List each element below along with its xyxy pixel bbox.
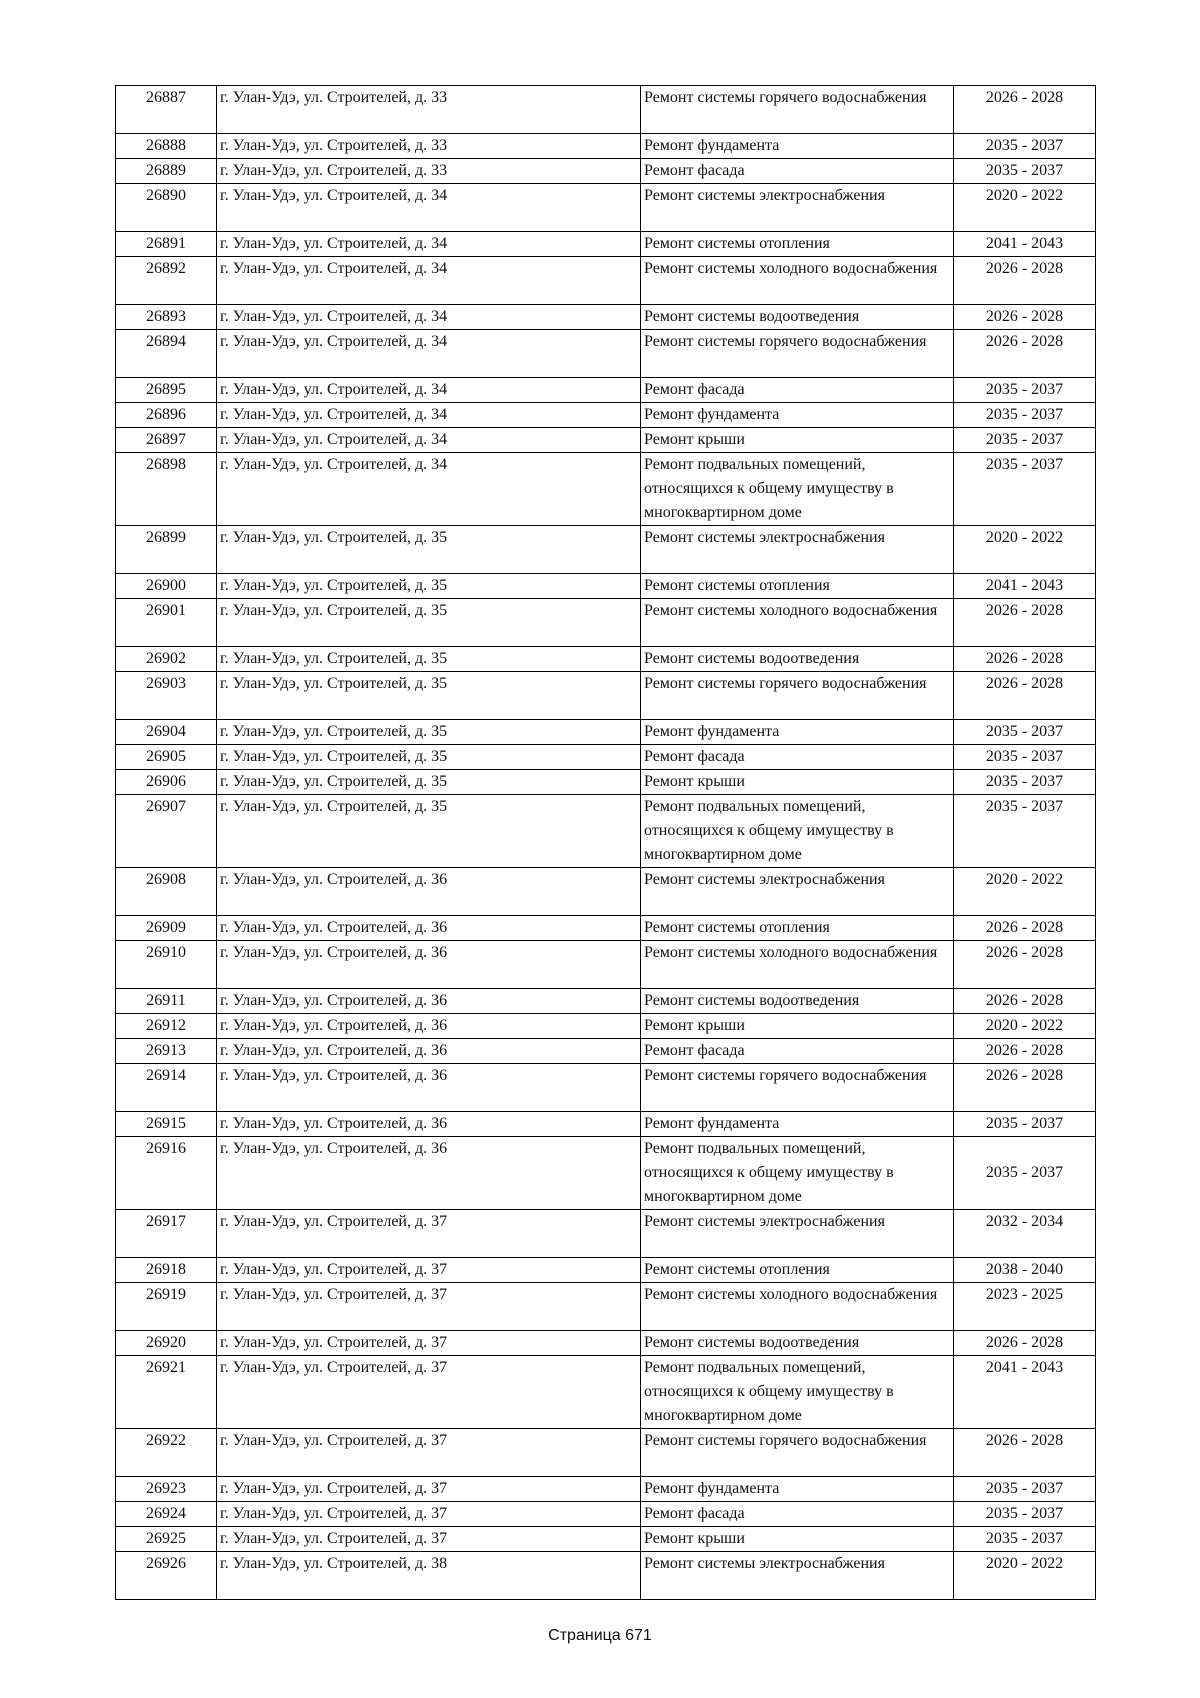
- work-type-cell: Ремонт фасада: [641, 1502, 954, 1527]
- period-cell: 2026 - 2028: [954, 989, 1096, 1014]
- row-number: 26924: [116, 1502, 217, 1527]
- address-cell: г. Улан-Удэ, ул. Строителей, д. 37: [217, 1283, 641, 1331]
- table-row: [116, 574, 1096, 599]
- table-row: [116, 1429, 1096, 1477]
- row-number: 26895: [116, 378, 217, 403]
- address-cell: г. Улан-Удэ, ул. Строителей, д. 35: [217, 599, 641, 647]
- period-cell: 2041 - 2043: [954, 574, 1096, 599]
- period-cell: 2035 - 2037: [954, 428, 1096, 453]
- address-cell: г. Улан-Удэ, ул. Строителей, д. 35: [217, 526, 641, 574]
- row-number: 26891: [116, 232, 217, 257]
- work-type-cell: Ремонт системы отопления: [641, 232, 954, 257]
- work-type-cell: Ремонт системы водоотведения: [641, 1331, 954, 1356]
- period-cell: 2035 - 2037: [954, 403, 1096, 428]
- row-number: 26925: [116, 1527, 217, 1552]
- period-cell: 2035 - 2037: [954, 770, 1096, 795]
- work-type-cell: Ремонт подвальных помещений, относящихся к общему имуществу в многоквартирном доме: [641, 1137, 954, 1210]
- table-row: [116, 453, 1096, 526]
- table-row: [116, 916, 1096, 941]
- period-cell: 2020 - 2022: [954, 868, 1096, 916]
- address-cell: г. Улан-Удэ, ул. Строителей, д. 36: [217, 1064, 641, 1112]
- address-cell: г. Улан-Удэ, ул. Строителей, д. 37: [217, 1502, 641, 1527]
- address-cell: г. Улан-Удэ, ул. Строителей, д. 37: [217, 1356, 641, 1429]
- table-row: [116, 795, 1096, 868]
- period-cell: 2020 - 2022: [954, 1014, 1096, 1039]
- row-number: 26917: [116, 1210, 217, 1258]
- page-number: Страница 671: [548, 1627, 652, 1644]
- period-cell: 2026 - 2028: [954, 672, 1096, 720]
- address-cell: г. Улан-Удэ, ул. Строителей, д. 37: [217, 1477, 641, 1502]
- table-row: [116, 1502, 1096, 1527]
- period-cell: 2035 - 2037: [954, 453, 1096, 526]
- table-row: [116, 1014, 1096, 1039]
- work-type-cell: Ремонт системы горячего водоснабжения: [641, 330, 954, 378]
- address-cell: г. Улан-Удэ, ул. Строителей, д. 37: [217, 1210, 641, 1258]
- row-number: 26911: [116, 989, 217, 1014]
- row-number: 26896: [116, 403, 217, 428]
- period-cell: 2023 - 2025: [954, 1283, 1096, 1331]
- table-row: [116, 1356, 1096, 1429]
- table-row: [116, 159, 1096, 184]
- row-number: 26900: [116, 574, 217, 599]
- work-type-cell: Ремонт системы холодного водоснабжения: [641, 941, 954, 989]
- work-type-cell: Ремонт подвальных помещений, относящихся к общему имуществу в многоквартирном доме: [641, 453, 954, 526]
- row-number: 26912: [116, 1014, 217, 1039]
- table-row: [116, 330, 1096, 378]
- address-cell: г. Улан-Удэ, ул. Строителей, д. 35: [217, 745, 641, 770]
- row-number: 26913: [116, 1039, 217, 1064]
- work-type-cell: Ремонт системы отопления: [641, 1258, 954, 1283]
- table-row: [116, 672, 1096, 720]
- row-number: 26904: [116, 720, 217, 745]
- table-row: [116, 1552, 1096, 1600]
- address-cell: г. Улан-Удэ, ул. Строителей, д. 35: [217, 795, 641, 868]
- address-cell: г. Улан-Удэ, ул. Строителей, д. 36: [217, 989, 641, 1014]
- table-row: [116, 378, 1096, 403]
- row-number: 26902: [116, 647, 217, 672]
- work-type-cell: Ремонт системы холодного водоснабжения: [641, 257, 954, 305]
- work-type-cell: Ремонт крыши: [641, 770, 954, 795]
- row-number: 26920: [116, 1331, 217, 1356]
- address-cell: г. Улан-Удэ, ул. Строителей, д. 37: [217, 1429, 641, 1477]
- period-cell: 2026 - 2028: [954, 599, 1096, 647]
- address-cell: г. Улан-Удэ, ул. Строителей, д. 34: [217, 184, 641, 232]
- period-cell: 2032 - 2034: [954, 1210, 1096, 1258]
- row-number: 26888: [116, 134, 217, 159]
- table-row: [116, 1064, 1096, 1112]
- work-type-cell: Ремонт системы холодного водоснабжения: [641, 1283, 954, 1331]
- table-row: [116, 428, 1096, 453]
- work-type-cell: Ремонт фундамента: [641, 1477, 954, 1502]
- address-cell: г. Улан-Удэ, ул. Строителей, д. 36: [217, 941, 641, 989]
- row-number: 26915: [116, 1112, 217, 1137]
- address-cell: г. Улан-Удэ, ул. Строителей, д. 36: [217, 1014, 641, 1039]
- period-cell: 2035 - 2037: [954, 720, 1096, 745]
- table-row: [116, 745, 1096, 770]
- row-number: 26908: [116, 868, 217, 916]
- row-number: 26921: [116, 1356, 217, 1429]
- address-cell: г. Улан-Удэ, ул. Строителей, д. 37: [217, 1527, 641, 1552]
- table-row: [116, 868, 1096, 916]
- period-cell: 2035 - 2037: [954, 134, 1096, 159]
- address-cell: г. Улан-Удэ, ул. Строителей, д. 36: [217, 1137, 641, 1210]
- row-number: 26919: [116, 1283, 217, 1331]
- work-type-cell: Ремонт фасада: [641, 745, 954, 770]
- period-cell: 2035 - 2037: [954, 159, 1096, 184]
- address-cell: г. Улан-Удэ, ул. Строителей, д. 36: [217, 868, 641, 916]
- address-cell: г. Улан-Удэ, ул. Строителей, д. 35: [217, 672, 641, 720]
- period-cell: 2026 - 2028: [954, 257, 1096, 305]
- row-number: 26916: [116, 1137, 217, 1210]
- period-cell: 2035 - 2037: [954, 1502, 1096, 1527]
- row-number: 26923: [116, 1477, 217, 1502]
- work-type-cell: Ремонт фундамента: [641, 720, 954, 745]
- address-cell: г. Улан-Удэ, ул. Строителей, д. 33: [217, 134, 641, 159]
- period-cell: 2026 - 2028: [954, 1039, 1096, 1064]
- row-number: 26905: [116, 745, 217, 770]
- row-number: 26914: [116, 1064, 217, 1112]
- work-type-cell: Ремонт крыши: [641, 1014, 954, 1039]
- row-number: 26887: [116, 86, 217, 134]
- table-row: [116, 134, 1096, 159]
- work-type-cell: Ремонт системы электроснабжения: [641, 1210, 954, 1258]
- row-number: 26909: [116, 916, 217, 941]
- row-number: 26926: [116, 1552, 217, 1600]
- work-type-cell: Ремонт подвальных помещений, относящихся к общему имуществу в многоквартирном доме: [641, 795, 954, 868]
- table-row: [116, 941, 1096, 989]
- period-cell: 2026 - 2028: [954, 1331, 1096, 1356]
- address-cell: г. Улан-Удэ, ул. Строителей, д. 33: [217, 86, 641, 134]
- period-cell: 2026 - 2028: [954, 330, 1096, 378]
- period-cell: 2020 - 2022: [954, 184, 1096, 232]
- work-type-cell: Ремонт системы электроснабжения: [641, 1552, 954, 1600]
- address-cell: г. Улан-Удэ, ул. Строителей, д. 34: [217, 378, 641, 403]
- address-cell: г. Улан-Удэ, ул. Строителей, д. 35: [217, 720, 641, 745]
- address-cell: г. Улан-Удэ, ул. Строителей, д. 34: [217, 453, 641, 526]
- table-row: [116, 403, 1096, 428]
- row-number: 26889: [116, 159, 217, 184]
- table-row: [116, 989, 1096, 1014]
- table-row: [116, 599, 1096, 647]
- period-cell: 2041 - 2043: [954, 232, 1096, 257]
- work-type-cell: Ремонт системы горячего водоснабжения: [641, 672, 954, 720]
- row-number: 26901: [116, 599, 217, 647]
- work-type-cell: Ремонт фундамента: [641, 1112, 954, 1137]
- period-cell: 2035 - 2037: [954, 795, 1096, 868]
- table-row: [116, 184, 1096, 232]
- row-number: 26892: [116, 257, 217, 305]
- work-type-cell: Ремонт системы водоотведения: [641, 989, 954, 1014]
- row-number: 26922: [116, 1429, 217, 1477]
- period-cell: 2026 - 2028: [954, 1429, 1096, 1477]
- period-cell: 2035 - 2037: [954, 378, 1096, 403]
- table-row: [116, 1137, 1096, 1210]
- row-number: 26894: [116, 330, 217, 378]
- work-type-cell: Ремонт системы водоотведения: [641, 305, 954, 330]
- period-cell: 2038 - 2040: [954, 1258, 1096, 1283]
- work-type-cell: Ремонт системы отопления: [641, 916, 954, 941]
- table-row: [116, 232, 1096, 257]
- address-cell: г. Улан-Удэ, ул. Строителей, д. 35: [217, 647, 641, 672]
- table-row: [116, 1527, 1096, 1552]
- work-type-cell: Ремонт фундамента: [641, 403, 954, 428]
- address-cell: г. Улан-Удэ, ул. Строителей, д. 34: [217, 232, 641, 257]
- period-cell: 2020 - 2022: [954, 1552, 1096, 1600]
- table-row: [116, 647, 1096, 672]
- address-cell: г. Улан-Удэ, ул. Строителей, д. 35: [217, 770, 641, 795]
- address-cell: г. Улан-Удэ, ул. Строителей, д. 37: [217, 1258, 641, 1283]
- address-cell: г. Улан-Удэ, ул. Строителей, д. 36: [217, 916, 641, 941]
- table-row: [116, 526, 1096, 574]
- period-cell: 2035 - 2037: [954, 1527, 1096, 1552]
- row-number: 26903: [116, 672, 217, 720]
- address-cell: г. Улан-Удэ, ул. Строителей, д. 36: [217, 1039, 641, 1064]
- work-type-cell: Ремонт системы электроснабжения: [641, 184, 954, 232]
- work-type-cell: Ремонт системы электроснабжения: [641, 868, 954, 916]
- work-type-cell: Ремонт фундамента: [641, 134, 954, 159]
- work-type-cell: Ремонт подвальных помещений, относящихся к общему имуществу в многоквартирном доме: [641, 1356, 954, 1429]
- table-row: [116, 720, 1096, 745]
- address-cell: г. Улан-Удэ, ул. Строителей, д. 33: [217, 159, 641, 184]
- address-cell: г. Улан-Удэ, ул. Строителей, д. 37: [217, 1331, 641, 1356]
- table-row: [116, 1039, 1096, 1064]
- period-cell: 2035 - 2037: [954, 1137, 1096, 1210]
- row-number: 26906: [116, 770, 217, 795]
- row-number: 26899: [116, 526, 217, 574]
- address-cell: г. Улан-Удэ, ул. Строителей, д. 34: [217, 428, 641, 453]
- work-type-cell: Ремонт фасада: [641, 159, 954, 184]
- work-type-cell: Ремонт системы отопления: [641, 574, 954, 599]
- row-number: 26897: [116, 428, 217, 453]
- work-type-cell: Ремонт крыши: [641, 428, 954, 453]
- table-row: [116, 1112, 1096, 1137]
- row-number: 26898: [116, 453, 217, 526]
- period-cell: 2026 - 2028: [954, 305, 1096, 330]
- table-body: [116, 86, 1096, 1600]
- address-cell: г. Улан-Удэ, ул. Строителей, д. 34: [217, 403, 641, 428]
- row-number: 26907: [116, 795, 217, 868]
- work-type-cell: Ремонт системы электроснабжения: [641, 526, 954, 574]
- period-cell: 2026 - 2028: [954, 941, 1096, 989]
- row-number: 26890: [116, 184, 217, 232]
- period-cell: 2026 - 2028: [954, 1064, 1096, 1112]
- address-cell: г. Улан-Удэ, ул. Строителей, д. 34: [217, 305, 641, 330]
- table-row: [116, 257, 1096, 305]
- table-row: [116, 305, 1096, 330]
- repair-schedule-table: [115, 85, 1096, 1600]
- table-row: [116, 1258, 1096, 1283]
- table-row: [116, 1210, 1096, 1258]
- row-number: 26910: [116, 941, 217, 989]
- period-cell: 2020 - 2022: [954, 526, 1096, 574]
- work-type-cell: Ремонт системы водоотведения: [641, 647, 954, 672]
- table-row: [116, 1283, 1096, 1331]
- period-cell: 2041 - 2043: [954, 1356, 1096, 1429]
- period-cell: 2026 - 2028: [954, 86, 1096, 134]
- row-number: 26893: [116, 305, 217, 330]
- address-cell: г. Улан-Удэ, ул. Строителей, д. 38: [217, 1552, 641, 1600]
- period-cell: 2035 - 2037: [954, 1112, 1096, 1137]
- work-type-cell: Ремонт системы холодного водоснабжения: [641, 599, 954, 647]
- address-cell: г. Улан-Удэ, ул. Строителей, д. 34: [217, 257, 641, 305]
- address-cell: г. Улан-Удэ, ул. Строителей, д. 36: [217, 1112, 641, 1137]
- table-row: [116, 770, 1096, 795]
- period-cell: 2026 - 2028: [954, 916, 1096, 941]
- work-type-cell: Ремонт системы горячего водоснабжения: [641, 86, 954, 134]
- period-cell: 2035 - 2037: [954, 1477, 1096, 1502]
- table-row: [116, 86, 1096, 134]
- work-type-cell: Ремонт фасада: [641, 378, 954, 403]
- work-type-cell: Ремонт фасада: [641, 1039, 954, 1064]
- work-type-cell: Ремонт системы горячего водоснабжения: [641, 1064, 954, 1112]
- work-type-cell: Ремонт крыши: [641, 1527, 954, 1552]
- work-type-cell: Ремонт системы горячего водоснабжения: [641, 1429, 954, 1477]
- address-cell: г. Улан-Удэ, ул. Строителей, д. 35: [217, 574, 641, 599]
- table-row: [116, 1477, 1096, 1502]
- period-cell: 2026 - 2028: [954, 647, 1096, 672]
- period-cell: 2035 - 2037: [954, 745, 1096, 770]
- row-number: 26918: [116, 1258, 217, 1283]
- table-row: [116, 1331, 1096, 1356]
- address-cell: г. Улан-Удэ, ул. Строителей, д. 34: [217, 330, 641, 378]
